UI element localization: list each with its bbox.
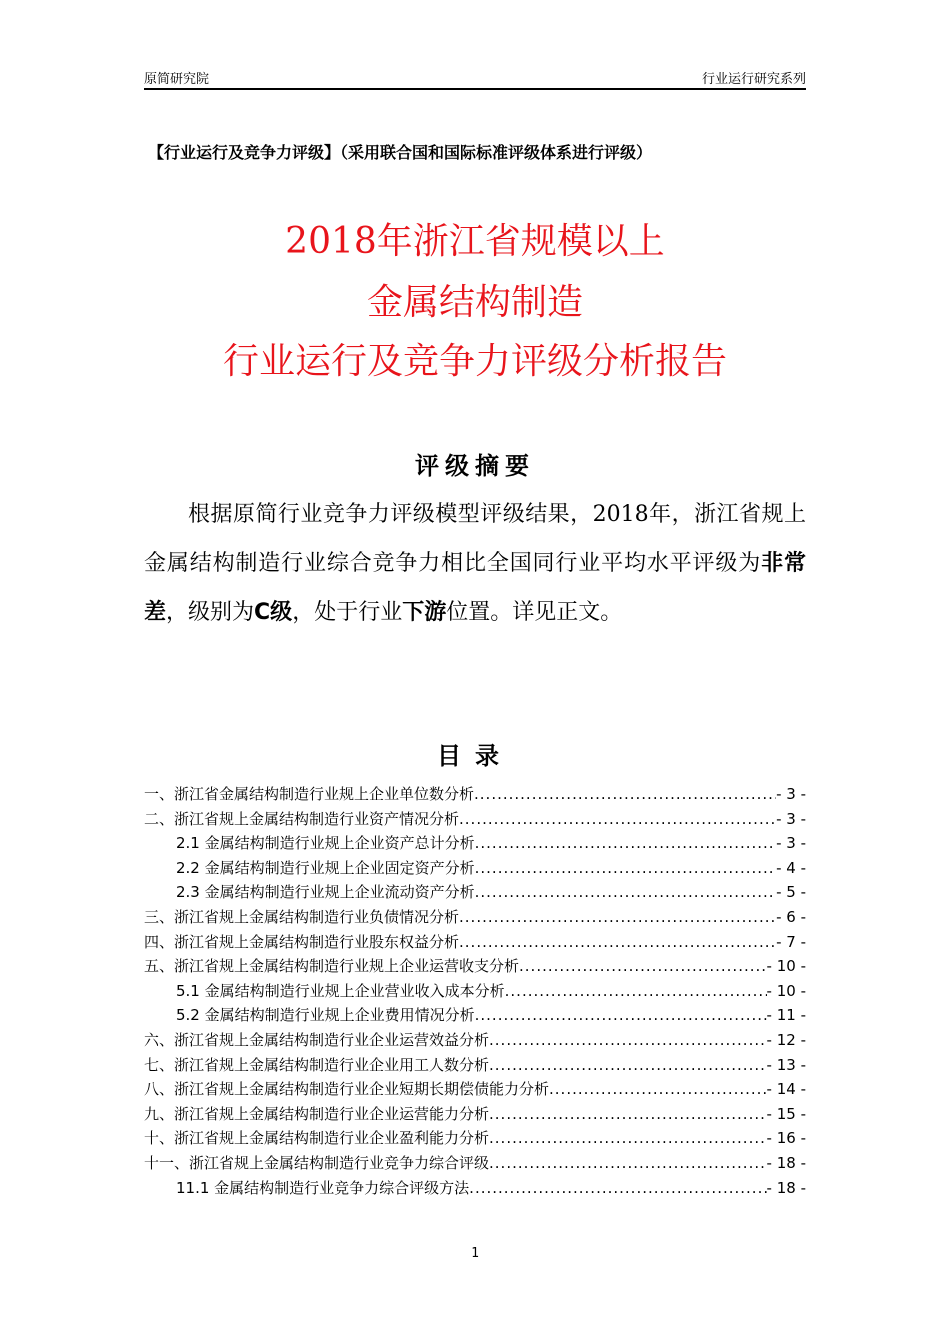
- summary-text: ，级别为: [166, 600, 255, 625]
- toc-dot-leader: [489, 1053, 767, 1078]
- summary-text: 根据原简行业竞争力评级模型评级结果，2018年，浙江省规上金属结构制造行业综合竞争力相比全国同行业平均水平评级为: [144, 502, 806, 576]
- report-title-line-3: 行业运行及竞争力评级分析报告: [222, 341, 727, 382]
- toc-heading: 目录: [437, 742, 513, 770]
- toc-entry-page: - 14 -: [766, 1080, 806, 1099]
- toc-subentry[interactable]: [144, 856, 806, 881]
- toc-entry-page: - 3 -: [776, 834, 806, 853]
- toc-entry-title: 八、浙江省规上金属结构制造行业企业短期长期偿债能力分析: [144, 1080, 550, 1099]
- toc-entry-title: 一、浙江省金属结构制造行业规上企业单位数分析: [144, 785, 475, 803]
- toc-entry[interactable]: [144, 1151, 806, 1176]
- toc-entry[interactable]: [144, 1028, 806, 1053]
- toc-entry-title: 五、浙江省规上金属结构制造行业规上企业运营收支分析: [144, 957, 520, 976]
- toc-dot-leader: [489, 1102, 767, 1127]
- toc-subentry[interactable]: [144, 880, 806, 905]
- toc-entry-page: - 15 -: [766, 1104, 806, 1123]
- toc-subentry[interactable]: [144, 1003, 806, 1028]
- report-title-line-1: [100, 222, 850, 262]
- summary-paragraph: [144, 490, 806, 637]
- toc-entry-page: - 13 -: [766, 1055, 806, 1074]
- toc-entry[interactable]: [144, 1077, 806, 1102]
- toc-entry[interactable]: [144, 1126, 806, 1151]
- toc-entry[interactable]: [144, 930, 806, 955]
- summary-text: ，处于行业: [292, 600, 403, 625]
- toc-entry-page: - 10 -: [766, 981, 806, 1000]
- toc-entry-page: - 3 -: [776, 785, 806, 803]
- industry-position: 下游: [402, 600, 447, 625]
- toc-entry-title: 二、浙江省规上金属结构制造行业资产情况分析: [144, 809, 460, 828]
- toc-dot-leader: [489, 1126, 767, 1151]
- toc-entry-page: - 4 -: [776, 858, 806, 877]
- rating-grade: C级: [254, 600, 293, 625]
- toc-entry[interactable]: [144, 954, 806, 979]
- toc-entry-page: - 12 -: [766, 1030, 806, 1049]
- toc-entry-page: - 3 -: [776, 809, 806, 828]
- rating-label: 非常差: [144, 551, 806, 625]
- toc-entry-title: 5.1 金属结构制造行业规上企业营业收入成本分析: [176, 981, 505, 1000]
- toc-entry-title: 四、浙江省规上金属结构制造行业股东权益分析: [144, 932, 460, 951]
- toc-dot-leader: [474, 782, 776, 807]
- page-header: [144, 66, 806, 90]
- toc-entry-page: - 16 -: [766, 1129, 806, 1148]
- toc-dot-leader: [459, 905, 776, 930]
- toc-dot-leader: [475, 856, 776, 881]
- header-org-name: 原简研究院: [144, 72, 210, 87]
- toc-dot-leader: [459, 807, 776, 832]
- toc-dot-leader: [475, 831, 776, 856]
- toc-dot-leader: [505, 979, 767, 1004]
- toc-dot-leader: [519, 954, 767, 979]
- toc-entry-title: 十一、浙江省规上金属结构制造行业竞争力综合评级: [144, 1153, 490, 1172]
- toc-dot-leader: [459, 930, 776, 955]
- toc-entry[interactable]: [144, 1053, 806, 1078]
- toc-subentry[interactable]: [144, 1176, 806, 1201]
- toc-entry-title: 三、浙江省规上金属结构制造行业负债情况分析: [144, 907, 460, 926]
- toc-entry-title: 九、浙江省规上金属结构制造行业企业运营能力分析: [144, 1104, 490, 1123]
- toc-entry-page: - 7 -: [776, 932, 806, 951]
- toc-entry-title: 11.1 金属结构制造行业竞争力综合评级方法: [176, 1178, 470, 1197]
- report-year: 2018: [285, 221, 377, 262]
- toc-subentry[interactable]: [144, 831, 806, 856]
- toc-dot-leader: [489, 1028, 767, 1053]
- toc-entry[interactable]: [144, 905, 806, 930]
- toc-dot-leader: [469, 1176, 766, 1201]
- toc-dot-leader: [489, 1151, 767, 1176]
- toc-entry-page: - 18 -: [766, 1178, 806, 1197]
- toc-dot-leader: [475, 1003, 767, 1028]
- toc-dot-leader: [549, 1077, 767, 1102]
- toc-entry-title: 5.2 金属结构制造行业规上企业费用情况分析: [176, 1006, 475, 1025]
- summary-heading: 评级摘要: [415, 452, 535, 480]
- toc-entry-page: - 5 -: [776, 883, 806, 902]
- toc-entry[interactable]: [144, 1102, 806, 1127]
- toc-entry-title: 2.2 金属结构制造行业规上企业固定资产分析: [176, 858, 475, 877]
- toc-entry-title: 十、浙江省规上金属结构制造行业企业盈利能力分析: [144, 1129, 490, 1148]
- toc-dot-leader: [475, 880, 776, 905]
- header-series-name: 行业运行研究系列: [701, 72, 806, 87]
- toc-entry[interactable]: [144, 807, 806, 832]
- summary-text: 位置。详见正文。: [446, 600, 623, 625]
- toc-entry[interactable]: [144, 782, 806, 807]
- toc-entry-page: - 6 -: [776, 907, 806, 926]
- rating-tagline: 【行业运行及竞争力评级】（采用联合国和国际标准评级体系进行评级）: [148, 143, 653, 162]
- page-number: 1: [471, 1246, 479, 1261]
- toc-entry-title: 六、浙江省规上金属结构制造行业企业运营效益分析: [144, 1030, 490, 1049]
- toc-entry-page: - 10 -: [766, 957, 806, 976]
- toc-subentry[interactable]: [144, 979, 806, 1004]
- toc-entry-page: - 18 -: [766, 1153, 806, 1172]
- report-title-line-1-text: 年浙江省规模以上: [376, 221, 665, 262]
- toc-entry-title: 2.3 金属结构制造行业规上企业流动资产分析: [176, 883, 475, 902]
- table-of-contents: [144, 782, 806, 1200]
- report-title-line-2: 金属结构制造: [366, 282, 583, 323]
- toc-entry-page: - 11 -: [766, 1006, 806, 1025]
- toc-entry-title: 2.1 金属结构制造行业规上企业资产总计分析: [176, 834, 475, 853]
- toc-entry-title: 七、浙江省规上金属结构制造行业企业用工人数分析: [144, 1055, 490, 1074]
